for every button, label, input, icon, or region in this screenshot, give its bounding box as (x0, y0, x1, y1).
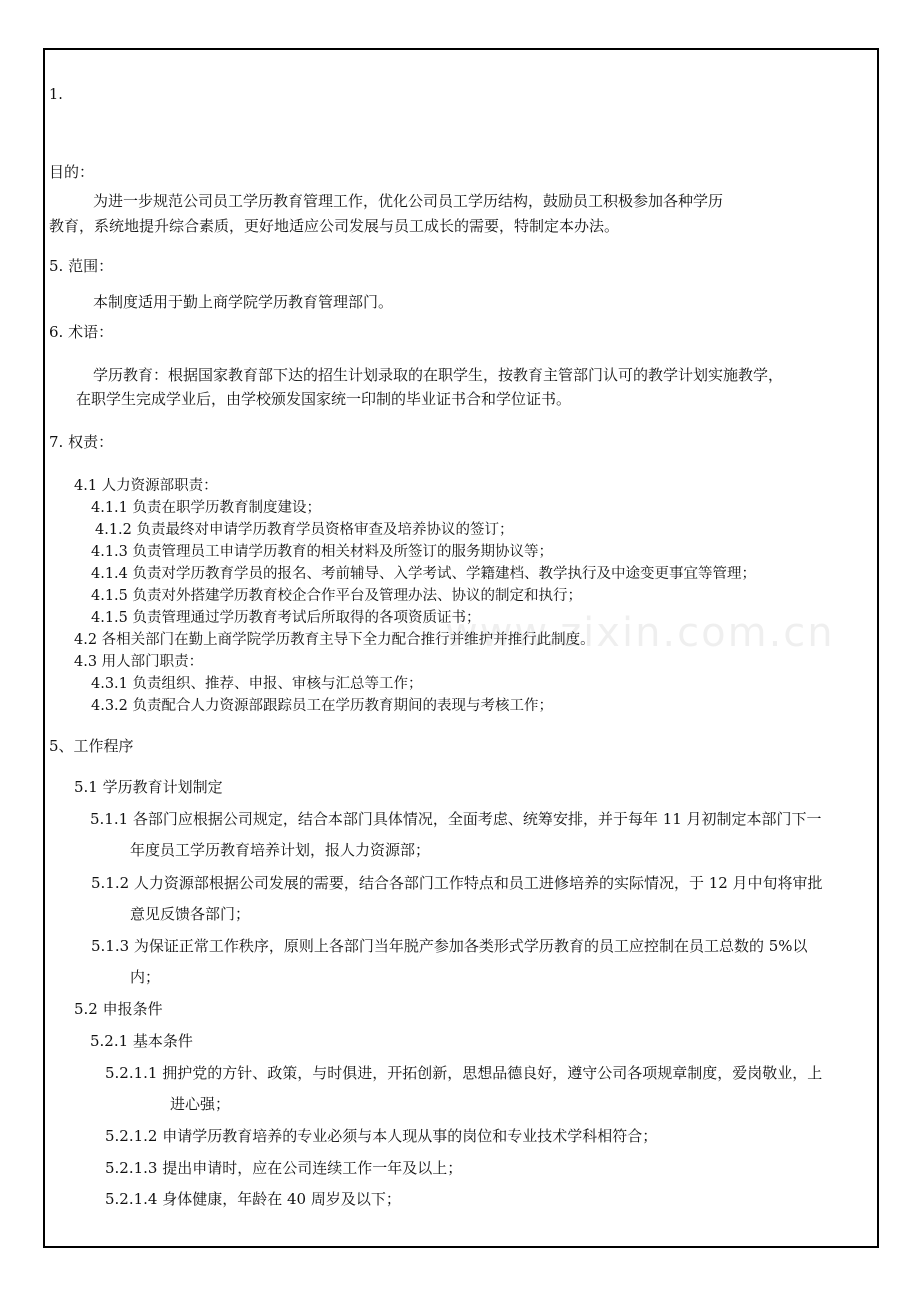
duties-heading: 7. 权责： (49, 433, 114, 451)
proc-5-1-2-b: 意见反馈各部门； (130, 905, 251, 923)
purpose-heading: 目的： (49, 163, 95, 181)
duty-4-1-4: 4.1.4 负责对学历教育学员的报名、考前辅导、入学考试、学籍建档、教学执行及中途变更事宜等管理； (91, 566, 756, 582)
duty-4-1-5-a: 4.1.5 负责对外搭建学历教育校企合作平台及管理办法、协议的制定和执行； (91, 588, 583, 604)
proc-5-2-1-3: 5.2.1.3 提出申请时，应在公司连续工作一年及以上； (105, 1159, 463, 1177)
duty-4-1-1: 4.1.1 负责在职学历教育制度建设； (91, 500, 322, 516)
terms-line-1: 学历教育：根据国家教育部下达的招生计划录取的在职学生，按教育主管部门认可的教学计划实施教学， (93, 366, 784, 384)
proc-5-2-1-2: 5.2.1.2 申请学历教育培养的专业必须与本人现从事的岗位和专业技术学科相符合； (105, 1127, 658, 1145)
duty-4-1-2: 4.1.2 负责最终对申请学历教育学员资格审查及培养协议的签订； (95, 522, 514, 538)
purpose-line-1: 为进一步规范公司员工学历教育管理工作，优化公司员工学历结构，鼓励员工积极参加各种学历 (93, 192, 724, 210)
duty-4-2: 4.2 各相关部门在勤上商学院学历教育主导下全力配合推行并维护并推行此制度。 (74, 632, 595, 648)
procedure-heading: 5、工作程序 (49, 737, 134, 755)
proc-5-1-3-b: 内； (130, 968, 161, 986)
proc-5-2-1-1-b: 进心强； (170, 1095, 231, 1113)
terms-line-2: 在职学生完成学业后，由学校颁发国家统一印制的毕业证书合和学位证书。 (76, 390, 572, 408)
duty-4-1-5-b: 4.1.5 负责管理通过学历教育考试后所取得的各项资质证书； (91, 610, 481, 626)
proc-5-1-1-b: 年度员工学历教育培养计划，报人力资源部； (130, 841, 431, 859)
proc-5-1-1-a: 5.1.1 各部门应根据公司规定，结合本部门具体情况，全面考虑、统筹安排，并于每年 11 月初制定本部门下一 (90, 810, 822, 828)
proc-5-2-1: 5.2.1 基本条件 (90, 1032, 193, 1050)
terms-heading: 6. 术语： (49, 323, 114, 341)
duty-4-3: 4.3 用人部门职责： (74, 654, 204, 670)
proc-5-2-1-4: 5.2.1.4 身体健康，年龄在 40 周岁及以下； (105, 1190, 401, 1208)
purpose-line-2: 教育，系统地提升综合素质，更好地适应公司发展与员工成长的需要，特制定本办法。 (49, 217, 620, 235)
duty-4-1: 4.1 人力资源部职责： (74, 478, 218, 494)
duty-4-3-1: 4.3.1 负责组织、推荐、申报、审核与汇总等工作； (91, 676, 423, 692)
watermark: www.zixin.com.cn (445, 610, 835, 656)
scope-heading: 5. 范围： (49, 257, 114, 275)
duty-4-1-3: 4.1.3 负责管理员工申请学历教育的相关材料及所签订的服务期协议等； (91, 544, 554, 560)
scope-text: 本制度适用于勤上商学院学历教育管理部门。 (93, 293, 394, 311)
proc-5-1: 5.1 学历教育计划制定 (74, 778, 223, 796)
proc-5-2-1-1-a: 5.2.1.1 拥护党的方针、政策，与时俱进，开拓创新，思想品德良好，遵守公司各项规章制度，爱岗敬业，上 (105, 1064, 823, 1082)
proc-5-2: 5.2 申报条件 (74, 1000, 163, 1018)
proc-5-1-3-a: 5.1.3 为保证正常工作秩序，原则上各部门当年脱产参加各类形式学历教育的员工应控制在员工总数的 5%以 (91, 937, 808, 955)
duty-4-3-2: 4.3.2 负责配合人力资源部跟踪员工在学历教育期间的表现与考核工作； (91, 698, 554, 714)
proc-5-1-2-a: 5.1.2 人力资源部根据公司发展的需要，结合各部门工作特点和员工进修培养的实际情况，于 12 月中旬将审批 (91, 874, 823, 892)
section-number: 1. (49, 87, 63, 103)
